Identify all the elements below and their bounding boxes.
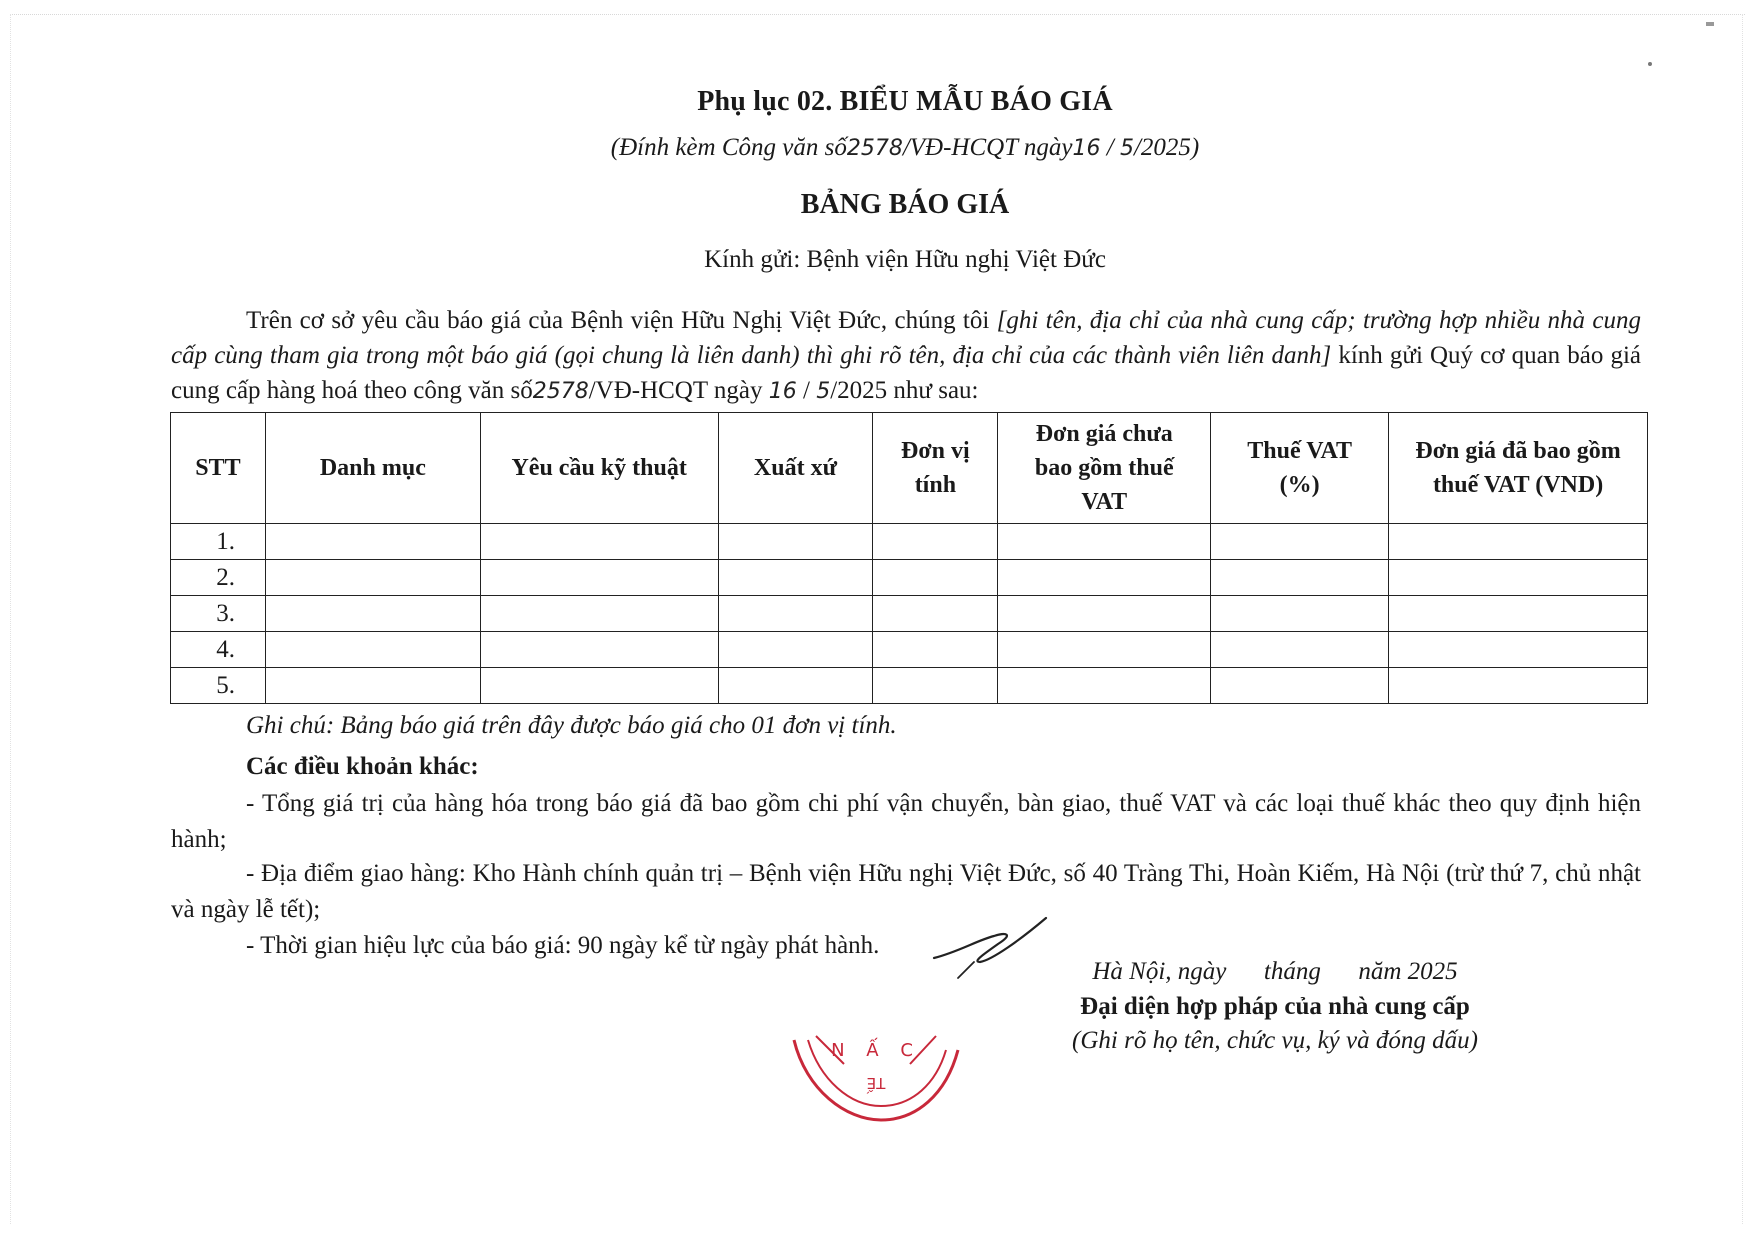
table-cell[interactable] [265, 596, 480, 632]
subtitle-prefix: (Đính kèm Công văn số [610, 134, 847, 161]
term-item [171, 786, 1641, 858]
table-cell[interactable] [718, 524, 873, 560]
handwritten-month: 5 [1119, 136, 1134, 161]
column-header-technical-requirements: Yêu cầu kỹ thuật [480, 413, 718, 524]
column-header-origin: Xuất xứ [718, 413, 873, 524]
table-cell[interactable] [1389, 524, 1648, 560]
scan-speck [1706, 22, 1714, 26]
table-cell[interactable] [265, 560, 480, 596]
column-header-price-excl-vat: Đơn giá chưa bao gồm thuế VAT [998, 413, 1211, 524]
subtitle-suffix: /2025) [1133, 134, 1200, 161]
red-seal-stamp [786, 1020, 966, 1130]
table-cell[interactable] [1389, 632, 1648, 668]
signature-date-line: Hà Nội, ngày tháng năm 2025 [1092, 958, 1458, 985]
date-separator: / [796, 377, 817, 404]
table-cell[interactable] [480, 632, 718, 668]
table-cell[interactable] [480, 668, 718, 704]
table-cell[interactable] [265, 524, 480, 560]
term-text: - Địa điểm giao hàng: Kho Hành chính quản trị – Bệnh viện Hữu nghị Việt Đức, số 40 Tràng Thi, Hoàn Kiếm, Hà Nội (trừ thứ 7, chủ nhật và ngày lễ tết); [171, 860, 1641, 923]
table-cell[interactable] [1211, 632, 1389, 668]
recipient-line: Kính gửi: Bệnh viện Hữu nghị Việt Đức [704, 246, 1106, 273]
svg-text:N Ấ C: N Ấ C [831, 1040, 921, 1061]
table-cell[interactable] [718, 668, 873, 704]
row-number: 3. [171, 596, 266, 632]
table-row [171, 632, 1648, 668]
column-header-stt: STT [171, 413, 266, 524]
table-cell[interactable] [265, 632, 480, 668]
handwritten-document-number: 2578 [532, 379, 589, 404]
table-cell[interactable] [1389, 596, 1648, 632]
table-cell[interactable] [1211, 524, 1389, 560]
table-cell[interactable] [998, 596, 1211, 632]
intro-text-2: kính gửi Quý cơ quan báo giá cung cấp hàng hoá theo công văn số [171, 342, 1642, 404]
table-cell[interactable] [1211, 560, 1389, 596]
table-cell[interactable] [998, 632, 1211, 668]
table-cell[interactable] [873, 668, 998, 704]
row-number: 2. [171, 560, 266, 596]
table-cell[interactable] [1211, 596, 1389, 632]
table-row [171, 560, 1648, 596]
table-cell[interactable] [998, 524, 1211, 560]
scan-speck [1648, 62, 1652, 66]
other-terms-heading: Các điều khoản khác: [246, 753, 479, 780]
table-cell[interactable] [480, 560, 718, 596]
column-header-price-incl-vat: Đơn giá đã bao gồm thuế VAT (VND) [1389, 413, 1648, 524]
scan-border-top [10, 14, 1745, 16]
signature-representative: Đại diện hợp pháp của nhà cung cấp [1080, 993, 1470, 1020]
term-item [171, 856, 1641, 928]
table-cell[interactable] [718, 632, 873, 668]
table-row [171, 596, 1648, 632]
table-row [171, 524, 1648, 560]
column-header-item: Danh mục [265, 413, 480, 524]
intro-text-1: Trên cơ sở yêu cầu báo giá của Bệnh viện Hữu Nghị Việt Đức, chúng tôi [246, 307, 997, 334]
table-cell[interactable] [1211, 668, 1389, 704]
table-cell[interactable] [998, 560, 1211, 596]
handwritten-day: 16 [768, 379, 797, 404]
table-cell[interactable] [998, 668, 1211, 704]
row-number: 1. [171, 524, 266, 560]
term-text: - Tổng giá trị của hàng hóa trong báo giá đã bao gồm chi phí vận chuyển, bàn giao, thuế VAT và các loại thuế khác theo quy định hiện hành; [171, 790, 1641, 853]
table-cell[interactable] [480, 524, 718, 560]
column-header-unit: Đơn vị tính [873, 413, 998, 524]
table-cell[interactable] [873, 632, 998, 668]
annex-title: Phụ lục 02. BIỂU MẪU BÁO GIÁ [697, 86, 1113, 117]
subtitle-mid: /VĐ-HCQT ngày [902, 134, 1073, 161]
term-text: - Thời gian hiệu lực của báo giá: 90 ngày kể từ ngày phát hành. [246, 932, 880, 959]
intro-text-3: /VĐ-HCQT ngày [588, 377, 769, 404]
table-cell[interactable] [480, 596, 718, 632]
intro-placeholder-instruction: [ghi tên, địa chỉ của nhà cung cấp; trường hợp nhiều nhà cung cấp cùng tham gia trong một báo giá (gọi chung là liên danh) thì ghi rõ tên, địa chỉ của các thành viên liên danh] [171, 307, 1641, 369]
table-cell[interactable] [265, 668, 480, 704]
table-cell[interactable] [718, 596, 873, 632]
row-number: 4. [171, 632, 266, 668]
intro-text-4: /2025 như sau: [830, 377, 979, 404]
handwritten-initial-mark [928, 910, 1058, 980]
svg-text:TẾ: TẾ [866, 1074, 886, 1092]
table-cell[interactable] [1389, 668, 1648, 704]
table-cell[interactable] [1389, 560, 1648, 596]
column-header-vat-percent: Thuế VAT (%) [1211, 413, 1389, 524]
quotation-heading: BẢNG BÁO GIÁ [800, 189, 1010, 220]
table-cell[interactable] [873, 560, 998, 596]
intro-paragraph [171, 303, 1641, 409]
signature-instruction: (Ghi rõ họ tên, chức vụ, ký và đóng dấu) [1072, 1027, 1478, 1054]
quotation-table [170, 412, 1648, 704]
table-row [171, 668, 1648, 704]
table-header-row [171, 413, 1648, 524]
handwritten-month: 5 [816, 379, 831, 404]
table-note: Ghi chú: Bảng báo giá trên đây được báo giá cho 01 đơn vị tính. [246, 712, 897, 739]
handwritten-document-number: 2578 [846, 136, 903, 161]
table-cell[interactable] [873, 524, 998, 560]
table-cell[interactable] [873, 596, 998, 632]
handwritten-day: 16 [1072, 136, 1101, 161]
row-number: 5. [171, 668, 266, 704]
table-cell[interactable] [718, 560, 873, 596]
annex-subtitle: (Đính kèm Công văn số2578/VĐ-HCQT ngày16 / 5/2025) [610, 134, 1200, 161]
